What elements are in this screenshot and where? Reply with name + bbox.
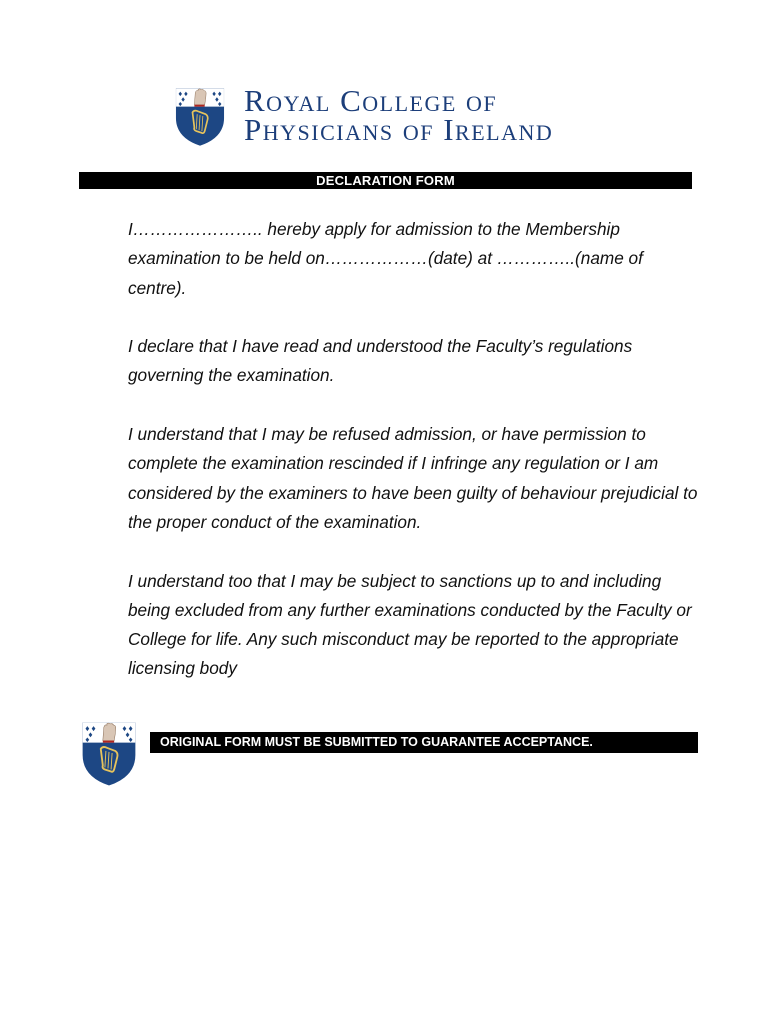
declaration-paragraph-1: I………………….. hereby apply for admission to the Membership examination to be held on………………(date) at …………..(name of centre).: [128, 219, 643, 298]
college-name-line-2: Physicians of Ireland: [244, 112, 554, 147]
rcpi-crest-icon: [172, 86, 228, 148]
form-title: DECLARATION FORM: [79, 172, 692, 189]
rcpi-crest-icon: [80, 720, 138, 788]
submission-notice: ORIGINAL FORM MUST BE SUBMITTED TO GUARANTEE ACCEPTANCE.: [150, 732, 698, 753]
declaration-paragraph-4: I understand too that I may be subject to sanctions up to and including being excluded from any further examinations conducted by the Faculty or College for life. Any such misconduct may be reported to the appropriate licensing body: [128, 570, 692, 679]
declaration-paragraph-2: I declare that I have read and understood the Faculty’s regulations governing the examination.: [128, 336, 633, 386]
declaration-paragraph-3: I understand that I may be refused admission, or have permission to complete the examination rescinded if I infringe any regulation or I am considered by the examiners to have been guilty of behaviour prejudicial to the proper conduct of the examination.: [128, 424, 698, 532]
college-name-line-1: Royal College of: [244, 83, 498, 118]
declaration-body: [128, 215, 703, 713]
college-header: [172, 83, 554, 148]
college-name: [244, 83, 554, 147]
